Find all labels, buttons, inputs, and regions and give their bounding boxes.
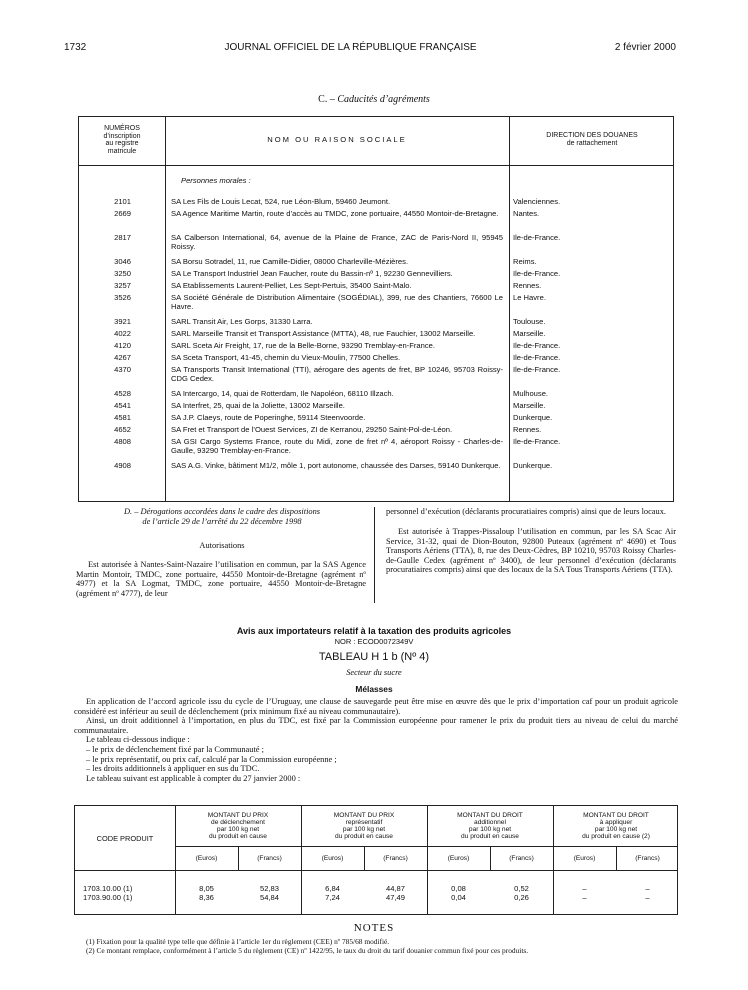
table-cell: 7,24	[325, 893, 340, 902]
company-name: SA Transports Transit International (TTI), aérogare des agents de fret, BP 10246, 95703 Roissy-CDG Cedex.	[171, 365, 503, 383]
registration-number: 4652	[114, 425, 131, 434]
table-cell: 0,52	[514, 884, 529, 893]
melasses-table	[74, 805, 678, 915]
sub-header: (Francs)	[383, 855, 408, 862]
customs-direction: Marseille.	[513, 329, 546, 338]
company-name: SA Etablissements Laurent-Pelliet, Les Sept-Pertuis, 35400 Saint-Malo.	[171, 281, 412, 290]
table-cell: –	[582, 893, 587, 902]
customs-direction: Ile-de-France.	[513, 269, 561, 278]
company-name: SA Les Fils de Louis Lecat, 524, rue Léon-Blum, 59460 Jeumont.	[171, 197, 391, 206]
section-c-title: C. – Caducités d’agréments	[318, 94, 430, 105]
company-name: SA Le Transport Industriel Jean Faucher, route du Bassin-nº 1, 92230 Gennevilliers.	[171, 269, 453, 278]
customs-direction: Ile-de-France.	[513, 437, 561, 446]
company-name: SA Fret et Transport de l’Ouest Services, ZI de Kerranou, 29250 Saint-Pol-de-Léon.	[171, 425, 453, 434]
table-cell: –	[645, 884, 650, 893]
sub-header: (Euros)	[573, 855, 596, 862]
col-header-nom: NOM OU RAISON SOCIALE	[267, 135, 407, 144]
code-produit-header: CODE PRODUIT	[96, 834, 154, 843]
customs-direction: Ile-de-France.	[513, 233, 561, 242]
publication-date: 2 février 2000	[614, 42, 676, 53]
secteur-title: Secteur du sucre	[346, 668, 402, 677]
company-name: SARL Transit Air, Les Gorps, 31330 Larra.	[171, 317, 313, 326]
company-name: SARL Marseille Transit et Transport Assistance (MTTA), 48, rue Fauchier, 13002 Marseille.	[171, 329, 476, 338]
company-name: SAS A.G. Vinke, bâtiment M1/2, môle 1, port autonome, chaussée des Darses, 59140 Dunkerque.	[171, 461, 501, 470]
paragraph-personnel: personnel d’exécution (déclarants procuratiaires compris) ainsi que de leurs locaux.	[386, 507, 666, 516]
sub-header: (Euros)	[321, 855, 344, 862]
company-name: SA Sceta Transport, 41-45, chemin du Vieux-Moulin, 77500 Chelles.	[171, 353, 401, 362]
table-cell: 6,84	[325, 884, 340, 893]
table-cell: 54,84	[259, 893, 279, 902]
table-cell: 0,26	[514, 893, 529, 902]
table-cell: –	[645, 893, 650, 902]
table-cell: 47,49	[385, 893, 405, 902]
product-heading: Mélasses	[355, 684, 393, 694]
company-name: SA Société Générale de Distribution Alimentaire (SOGÉDIAL), 399, rue des Chantiers, 76600 Le Havre.	[171, 293, 503, 311]
section-d-title: D. – Dérogations accordées dans le cadre des dispositions de l’article 29 de l’arrêté du 22 décembre 1998	[123, 507, 321, 526]
customs-direction: Dunkerque.	[513, 461, 553, 470]
customs-direction: Ile-de-France.	[513, 353, 561, 362]
registration-number: 4581	[114, 413, 131, 422]
registration-number: 2817	[114, 233, 131, 242]
registration-number: 4541	[114, 401, 131, 410]
company-name: SA Calberson International, 64, avenue de la Plaine de France, ZAC de Paris-Nord II, 95945 Roissy.	[171, 233, 503, 251]
customs-direction: Valenciennes.	[513, 197, 561, 206]
company-name: SA Intercargo, 14, quai de Rotterdam, Ile Napoléon, 68110 Illzach.	[171, 389, 394, 398]
nor-reference: NOR : ECOD0072349V	[334, 637, 414, 646]
registration-number: 2101	[114, 197, 131, 206]
page-header	[64, 42, 676, 56]
column-divider	[374, 507, 375, 603]
sub-header: (Francs)	[509, 855, 534, 862]
company-name: SA Interfret, 25, quai de la Joliette, 13002 Marseille.	[171, 401, 345, 410]
product-code: 1703.10.00 (1)	[83, 884, 133, 893]
table-cell: 52,83	[259, 884, 279, 893]
company-name: SA J.P. Claeys, route de Poperinghe, 59114 Steenvoorde.	[171, 413, 366, 422]
group-header-representatif: MONTANT DU PRIX représentatif par 100 kg net du produit en cause	[333, 812, 395, 840]
sub-header: (Francs)	[635, 855, 660, 862]
company-name: SARL Sceta Air Freight, 17, rue de la Belle-Borne, 93290 Tremblay-en-France.	[171, 341, 435, 350]
journal-title: JOURNAL OFFICIEL DE LA RÉPUBLIQUE FRANÇAISE	[224, 42, 477, 53]
customs-direction: Reims.	[513, 257, 537, 266]
sub-header: (Francs)	[257, 855, 282, 862]
registration-number: 3921	[114, 317, 131, 326]
group-header-additionnel: MONTANT DU DROIT additionnel par 100 kg net du produit en cause	[457, 812, 523, 840]
autorisations-heading: Autorisations	[199, 541, 245, 550]
table-cell: –	[582, 884, 587, 893]
company-name: SA GSI Cargo Systems France, route du Midi, zone de fret nº 4, aéroport Roissy - Charles-de-Gaulle, 93290 Tremblay-en-France.	[171, 437, 503, 455]
table-cell: 0,08	[451, 884, 466, 893]
table-cell: 8,05	[199, 884, 214, 893]
avis-title: Avis aux importateurs relatif à la taxation des produits agricoles	[236, 626, 512, 636]
table-cell: 0,04	[451, 893, 466, 902]
registration-number: 4808	[114, 437, 131, 446]
registration-number: 4370	[114, 365, 131, 374]
customs-direction: Dunkerque.	[513, 413, 553, 422]
registration-number: 3526	[114, 293, 131, 302]
registration-number: 4022	[114, 329, 131, 338]
col-header-numeros: NUMÉROS d’inscription au registre matricule	[103, 125, 141, 155]
table-cell: 44,87	[385, 884, 405, 893]
customs-direction: Mulhouse.	[513, 389, 549, 398]
company-name: SA Borsu Sotradel, 11, rue Camille-Didier, 08000 Charleville-Mézières.	[171, 257, 409, 266]
avis-body: En application de l’accord agricole issu du cycle de l’Uruguay, une clause de sauvegarde peut être mise en œuvre dès que le prix d’importation caf pour un produit agricole considéré est inférieur au seuil de déclenchement (prix minimum fixé au niveau communautaire). Ainsi, un droit additionnel à l’importation, en plus du TDC, est fixé par la Commission européenne pour ramener le prix du produit tiers au niveau de celui du marché communautaire. Le tableau ci-dessous indique : – le prix de déclenchement fixé par la Communauté ; – le prix représentatif, ou prix caf, calculé par la Commission européenne ; – les droits additionnels à appliquer en sus du TDC. Le tableau suivant est applicable à compter du 27 janvier 2000 :	[74, 697, 678, 783]
group-header-appliquer: MONTANT DU DROIT à appliquer par 100 kg net du produit en cause (2)	[582, 812, 650, 840]
table-cell: 8,36	[199, 893, 214, 902]
company-name: SA Agence Maritime Martin, route d’accès au TMDC, zone portuaire, 44550 Montoir-de-Bretagne.	[171, 209, 499, 218]
registration-number: 4528	[114, 389, 131, 398]
customs-direction: Rennes.	[513, 281, 542, 290]
registration-number: 4120	[114, 341, 131, 350]
registration-number: 4908	[114, 461, 131, 470]
paragraph-nantes: Est autorisée à Nantes-Saint-Nazaire l’utilisation en commun, par la SAS Agence Martin Montoir, TMDC, zone portuaire, 44550 Montoir-de-Bretagne (agrément nº 4977) et la SA Logmat, TMDC, zone portuaire, 44550 Montoir-de-Bretagne (agrément nº 4777), de leur	[76, 560, 366, 598]
subheader-personnes-morales: Personnes morales :	[181, 176, 251, 185]
notes-title: NOTES	[353, 922, 395, 934]
sub-header: (Euros)	[195, 855, 218, 862]
customs-direction: Toulouse.	[513, 317, 546, 326]
customs-direction: Ile-de-France.	[513, 341, 561, 350]
registration-number: 2669	[114, 209, 131, 218]
group-header-declenchement: MONTANT DU PRIX de déclenchement par 100 kg net du produit en cause	[207, 812, 269, 840]
caducites-table	[78, 116, 674, 502]
col-header-direction: DIRECTION DES DOUANES de rattachement	[546, 132, 638, 147]
paragraph-trappes: Est autorisée à Trappes-Pissaloup l’utilisation en commun, par les SA Scac Air Service, 31-32, quai de Dion-Bouton, 92800 Puteaux (agrément nº 4690) et Tous Transports Aériens (TTA), 8, rue des Deux-Cèdres, BP 10210, 95703 Roissy Charles-de-Gaulle Cedex (agrément nº 3400), de leur personnel d’exécution (déclarants procuratiaires compris) ainsi que des locaux de la SA Tous Transports Aériens (TTA).	[386, 527, 676, 575]
customs-direction: Marseille.	[513, 401, 546, 410]
customs-direction: Nantes.	[513, 209, 540, 218]
customs-direction: Le Havre.	[513, 293, 546, 302]
customs-direction: Rennes.	[513, 425, 542, 434]
product-code: 1703.90.00 (1)	[83, 893, 133, 902]
notes-body: (1) Fixation pour la qualité type telle que définie à l’article 1er du règlement (CEE) nº 785/68 modifié. (2) Ce montant remplace, conformément à l’article 5 du règlement (CE) nº 1422/95, le taux du droit du tarif douanier commun fixé pour ces produits.	[86, 937, 529, 955]
registration-number: 3250	[114, 269, 131, 278]
registration-number: 3046	[114, 257, 131, 266]
sub-header: (Euros)	[447, 855, 470, 862]
tableau-title: TABLEAU H 1 b (Nº 4)	[318, 651, 430, 663]
page-number: 1732	[64, 42, 87, 53]
registration-number: 4267	[114, 353, 131, 362]
registration-number: 3257	[114, 281, 131, 290]
customs-direction: Ile-de-France.	[513, 365, 561, 374]
